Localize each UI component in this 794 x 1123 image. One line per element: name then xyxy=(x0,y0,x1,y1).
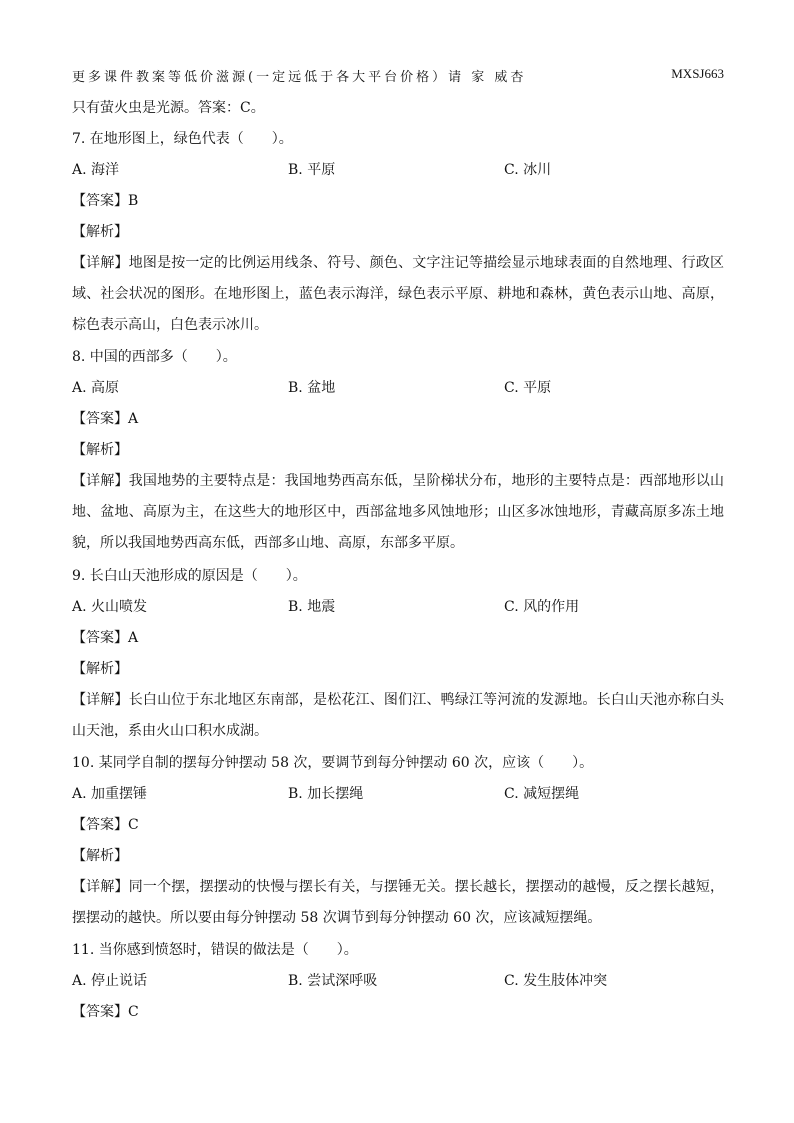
option-a: A. 停止说话 xyxy=(72,973,148,989)
previous-answer-tail: 只有萤火虫是光源。答案：C。 xyxy=(72,100,265,116)
analysis-heading: 【解析】 xyxy=(72,661,128,677)
option-b: B. 加长摆绳 xyxy=(288,786,364,802)
answer-line: 【答案】A xyxy=(72,630,139,646)
option-c: C. 风的作用 xyxy=(504,599,580,615)
question-stem: 7. 在地形图上，绿色代表（ ）。 xyxy=(72,131,293,147)
option-a: A. 火山喷发 xyxy=(72,599,148,615)
option-c: C. 发生肢体冲突 xyxy=(504,973,608,989)
option-b: B. 地震 xyxy=(288,599,336,615)
option-b: B. 尝试深呼吸 xyxy=(288,973,378,989)
option-a: A. 海洋 xyxy=(72,162,120,178)
detail-paragraph: 【详解】地图是按一定的比例运用线条、符号、颜色、文字注记等描绘显示地球表面的自然地理、行政区域、社会状况的图形。在地形图上，蓝色表示海洋，绿色表示平原、耕地和森林，黄色表示山地、高原，棕色表示高山，白色表示冰川。 xyxy=(72,255,724,333)
analysis-heading: 【解析】 xyxy=(72,224,128,240)
option-c: C. 冰川 xyxy=(504,162,552,178)
page-header xyxy=(72,66,724,88)
detail-paragraph: 【详解】同一个摆，摆摆动的快慢与摆长有关，与摆锤无关。摆长越长，摆摆动的越慢，反之摆长越短，摆摆动的越快。所以要由每分钟摆动 58 次调节到每分钟摆动 60 次，应该减短摆绳。 xyxy=(72,879,724,926)
option-a: A. 高原 xyxy=(72,380,120,396)
option-c: C. 平原 xyxy=(504,380,552,396)
option-b: B. 盆地 xyxy=(288,380,336,396)
question-stem: 8. 中国的西部多（ ）。 xyxy=(72,349,237,365)
answer-line: 【答案】C xyxy=(72,817,139,833)
option-a: A. 加重摆锤 xyxy=(72,786,148,802)
detail-paragraph: 【详解】我国地势的主要特点是：我国地势西高东低，呈阶梯状分布，地形的主要特点是：西部地形以山地、盆地、高原为主，在这些大的地形区中，西部盆地多风蚀地形；山区多冰蚀地形，青藏高原多冻土地貌，所以我国地势西高东低，西部多山地、高原，东部多平原。 xyxy=(72,473,724,551)
question-stem: 9. 长白山天池形成的原因是（ ）。 xyxy=(72,568,307,584)
answer-line: 【答案】A xyxy=(72,411,139,427)
header-promo-text: 更多课件教案等低价滋源(一定远低于各大平台价格）请 家 威杏 xyxy=(72,70,527,85)
question-stem: 10. 某同学自制的摆每分钟摆动 58 次，要调节到每分钟摆动 60 次，应该（ ）。 xyxy=(72,755,594,771)
option-c: C. 减短摆绳 xyxy=(504,786,580,802)
answer-line: 【答案】C xyxy=(72,1004,139,1020)
question-stem: 11. 当你感到愤怒时，错误的做法是（ ）。 xyxy=(72,942,358,958)
analysis-heading: 【解析】 xyxy=(72,848,128,864)
option-b: B. 平原 xyxy=(288,162,336,178)
detail-paragraph: 【详解】长白山位于东北地区东南部，是松花江、图们江、鸭绿江等河流的发源地。长白山天池亦称白头山天池，系由火山口积水成湖。 xyxy=(72,692,724,739)
answer-line: 【答案】B xyxy=(72,193,139,209)
header-code: MXSJ663 xyxy=(671,66,724,81)
analysis-heading: 【解析】 xyxy=(72,442,128,458)
